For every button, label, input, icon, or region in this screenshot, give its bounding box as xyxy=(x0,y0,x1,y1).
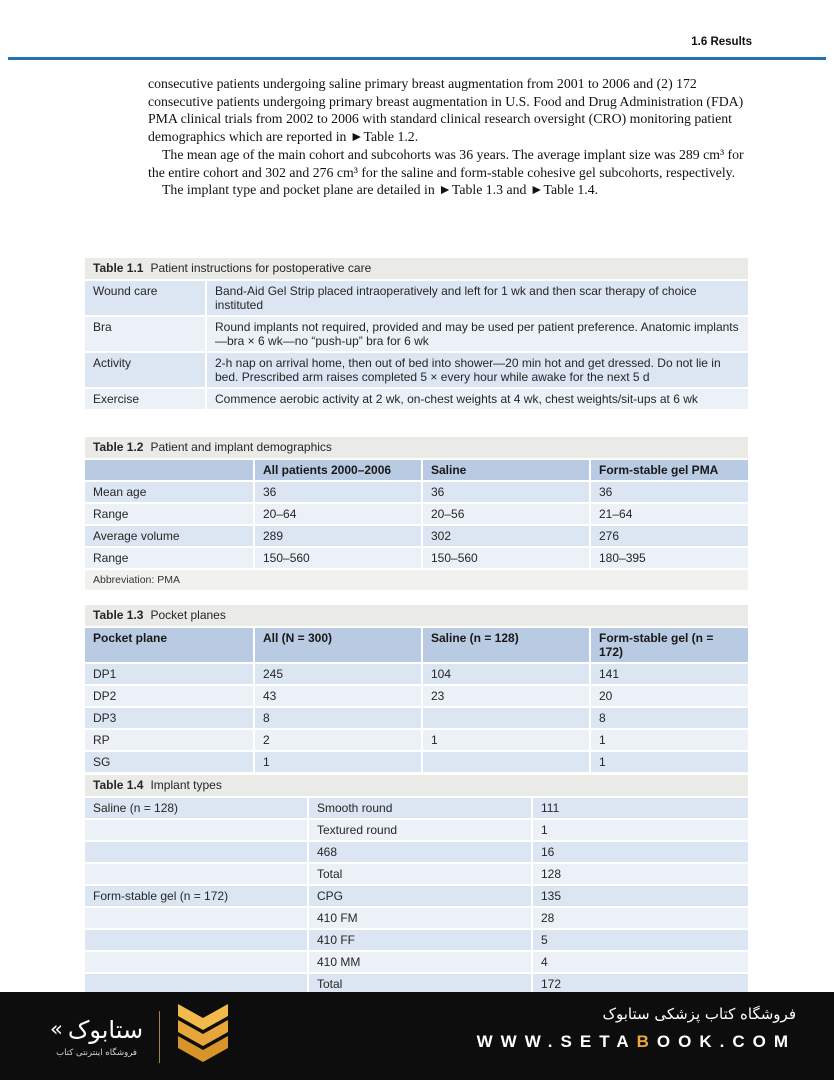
table-row xyxy=(85,504,748,524)
table-row xyxy=(85,798,748,818)
table-row xyxy=(85,526,748,546)
implant-type: Smooth round xyxy=(309,798,531,818)
table-row xyxy=(85,730,748,750)
table-row xyxy=(85,482,748,502)
col-header: All patients 2000–2006 xyxy=(255,460,421,480)
table-cell: 8 xyxy=(591,708,748,728)
table-caption: Implant types xyxy=(150,778,222,792)
row-desc: 2-h nap on arrival home, then out of bed into shower—20 min hot and get dressed. Do not lie in bed. Prescribed arm raises completed 5 × every hour while awake for the next 5 d xyxy=(207,353,748,387)
table-cell: 111 xyxy=(533,798,748,818)
row-term: Wound care xyxy=(85,281,205,315)
table-1-2 xyxy=(85,437,748,590)
table-cell: 20–56 xyxy=(423,504,589,524)
row-label: RP xyxy=(85,730,253,750)
chevron-stack-icon xyxy=(176,1004,230,1069)
logo-tagline-fa: فروشگاه اینترنتی کتاب xyxy=(56,1047,137,1058)
col-header: Form-stable gel (n = 172) xyxy=(591,628,748,662)
table-cell: 8 xyxy=(255,708,421,728)
implant-type: 410 MM xyxy=(309,952,531,972)
table-cell: 135 xyxy=(533,886,748,906)
group-label xyxy=(85,930,307,950)
table-cell: 21–64 xyxy=(591,504,748,524)
table-caption: Pocket planes xyxy=(150,608,226,622)
table-row xyxy=(85,930,748,950)
footer-right-block xyxy=(477,1005,796,1052)
table-title-bar xyxy=(85,258,748,279)
table-row xyxy=(85,886,748,906)
col-header-empty xyxy=(85,460,253,480)
header-rule xyxy=(8,57,826,60)
row-term: Activity xyxy=(85,353,205,387)
row-label: DP1 xyxy=(85,664,253,684)
table-cell: 104 xyxy=(423,664,589,684)
row-desc: Round implants not required, provided and may be used per patient preference. Anatomic implants—bra × 6 wk—no “push-up” bra for 6 wk xyxy=(207,317,748,351)
row-label: DP2 xyxy=(85,686,253,706)
group-label: Saline (n = 128) xyxy=(85,798,307,818)
table-row xyxy=(85,952,748,972)
table-row xyxy=(85,708,748,728)
table-row xyxy=(85,353,748,387)
table-cell: 276 xyxy=(591,526,748,546)
table-row xyxy=(85,317,748,351)
group-label xyxy=(85,842,307,862)
table-caption: Patient instructions for postoperative care xyxy=(150,261,372,275)
table-cell: 1 xyxy=(255,752,421,772)
col-header: Saline xyxy=(423,460,589,480)
table-label: Table 1.1 xyxy=(93,261,144,275)
row-label: SG xyxy=(85,752,253,772)
table-cell xyxy=(423,752,589,772)
implant-type: 468 xyxy=(309,842,531,862)
row-term: Bra xyxy=(85,317,205,351)
table-cell: 289 xyxy=(255,526,421,546)
table-cell: 1 xyxy=(533,820,748,840)
implant-type: Textured round xyxy=(309,820,531,840)
table-cell: 302 xyxy=(423,526,589,546)
table-row xyxy=(85,686,748,706)
table-header-row xyxy=(85,628,748,662)
footer-store-name-fa: فروشگاه کتاب پزشکی ستابوک xyxy=(602,1005,796,1023)
table-1-4 xyxy=(85,775,748,994)
table-caption: Patient and implant demographics xyxy=(150,440,332,454)
table-cell: 36 xyxy=(423,482,589,502)
group-label xyxy=(85,864,307,884)
body-text xyxy=(148,75,762,199)
url-part-post: OOK.COM xyxy=(656,1032,796,1051)
table-cell: 172 xyxy=(533,974,748,994)
group-label: Form-stable gel (n = 172) xyxy=(85,886,307,906)
table-label: Table 1.3 xyxy=(93,608,144,622)
table-row xyxy=(85,664,748,684)
table-cell: 5 xyxy=(533,930,748,950)
table-cell: 180–395 xyxy=(591,548,748,568)
implant-type: 410 FF xyxy=(309,930,531,950)
table-title-bar xyxy=(85,437,748,458)
table-header-row xyxy=(85,460,748,480)
footer xyxy=(0,992,834,1080)
table-cell: 28 xyxy=(533,908,748,928)
logo-guillemet: « xyxy=(50,1016,63,1041)
implant-type: 410 FM xyxy=(309,908,531,928)
table-cell: 23 xyxy=(423,686,589,706)
table-row xyxy=(85,820,748,840)
table-cell: 1 xyxy=(591,730,748,750)
table-title-bar xyxy=(85,605,748,626)
paragraph-2: The mean age of the main cohort and subcohorts was 36 years. The average implant size was 289 cm³ for the entire cohort and 302 and 276 cm³ for the saline and form-stable cohesive gel subcohorts, respectively. xyxy=(148,146,744,180)
group-label xyxy=(85,908,307,928)
running-head: 1.6 Results xyxy=(691,36,752,48)
footer-url-link[interactable] xyxy=(477,1032,796,1052)
table-cell: 1 xyxy=(423,730,589,750)
table-row xyxy=(85,548,748,568)
implant-type: CPG xyxy=(309,886,531,906)
table-cell: 150–560 xyxy=(255,548,421,568)
implant-type: Total xyxy=(309,864,531,884)
row-label: Mean age xyxy=(85,482,253,502)
table-row xyxy=(85,389,748,409)
logo-divider xyxy=(159,1011,160,1063)
table-label: Table 1.4 xyxy=(93,778,144,792)
row-label: Average volume xyxy=(85,526,253,546)
group-label xyxy=(85,820,307,840)
table-cell: 2 xyxy=(255,730,421,750)
table-footnote: Abbreviation: PMA xyxy=(85,570,748,590)
col-header: All (N = 300) xyxy=(255,628,421,662)
table-cell: 20 xyxy=(591,686,748,706)
logo-name-text: ستابوک xyxy=(67,1015,144,1044)
table-cell: 16 xyxy=(533,842,748,862)
table-cell: 43 xyxy=(255,686,421,706)
col-header: Pocket plane xyxy=(85,628,253,662)
table-cell: 245 xyxy=(255,664,421,684)
row-label: Range xyxy=(85,504,253,524)
table-cell: 36 xyxy=(591,482,748,502)
url-part-highlight: B xyxy=(636,1032,657,1051)
row-term: Exercise xyxy=(85,389,205,409)
table-title-bar xyxy=(85,775,748,796)
url-part-pre: WWW.SETA xyxy=(476,1032,637,1051)
paragraph-1: consecutive patients undergoing saline primary breast augmentation from 2001 to 2006 and (2) 172 consecutive patients undergoing primary breast augmentation in U.S. Food and Drug Administration (FDA) PMA clinical trials from 2002 to 2006 with standard clinical research oversight (CRO) monitoring patient demographics which are reported in ►Table 1.2. xyxy=(148,76,744,145)
table-cell: 1 xyxy=(591,752,748,772)
row-label: DP3 xyxy=(85,708,253,728)
table-cell: 150–560 xyxy=(423,548,589,568)
table-cell: 20–64 xyxy=(255,504,421,524)
setabook-logo xyxy=(50,1004,230,1069)
table-1-1 xyxy=(85,258,748,409)
table-label: Table 1.2 xyxy=(93,440,144,454)
table-row xyxy=(85,974,748,994)
table-cell xyxy=(423,708,589,728)
table-cell: 4 xyxy=(533,952,748,972)
logo-text-block xyxy=(50,1016,143,1058)
table-row xyxy=(85,908,748,928)
table-row xyxy=(85,842,748,862)
col-header: Saline (n = 128) xyxy=(423,628,589,662)
table-cell: 141 xyxy=(591,664,748,684)
paragraph-3: The implant type and pocket plane are detailed in ►Table 1.3 and ►Table 1.4. xyxy=(162,182,599,198)
group-label xyxy=(85,974,307,994)
row-desc: Band-Aid Gel Strip placed intraoperatively and left for 1 wk and then scar therapy of choice instituted xyxy=(207,281,748,315)
group-label xyxy=(85,952,307,972)
table-1-3 xyxy=(85,605,748,772)
row-desc: Commence aerobic activity at 2 wk, on-chest weights at 4 wk, chest weights/sit-ups at 6 wk xyxy=(207,389,748,409)
implant-type: Total xyxy=(309,974,531,994)
logo-wordmark-fa xyxy=(50,1016,143,1044)
col-header: Form-stable gel PMA xyxy=(591,460,748,480)
table-cell: 36 xyxy=(255,482,421,502)
table-row xyxy=(85,281,748,315)
table-row xyxy=(85,752,748,772)
row-label: Range xyxy=(85,548,253,568)
table-row xyxy=(85,864,748,884)
table-cell: 128 xyxy=(533,864,748,884)
